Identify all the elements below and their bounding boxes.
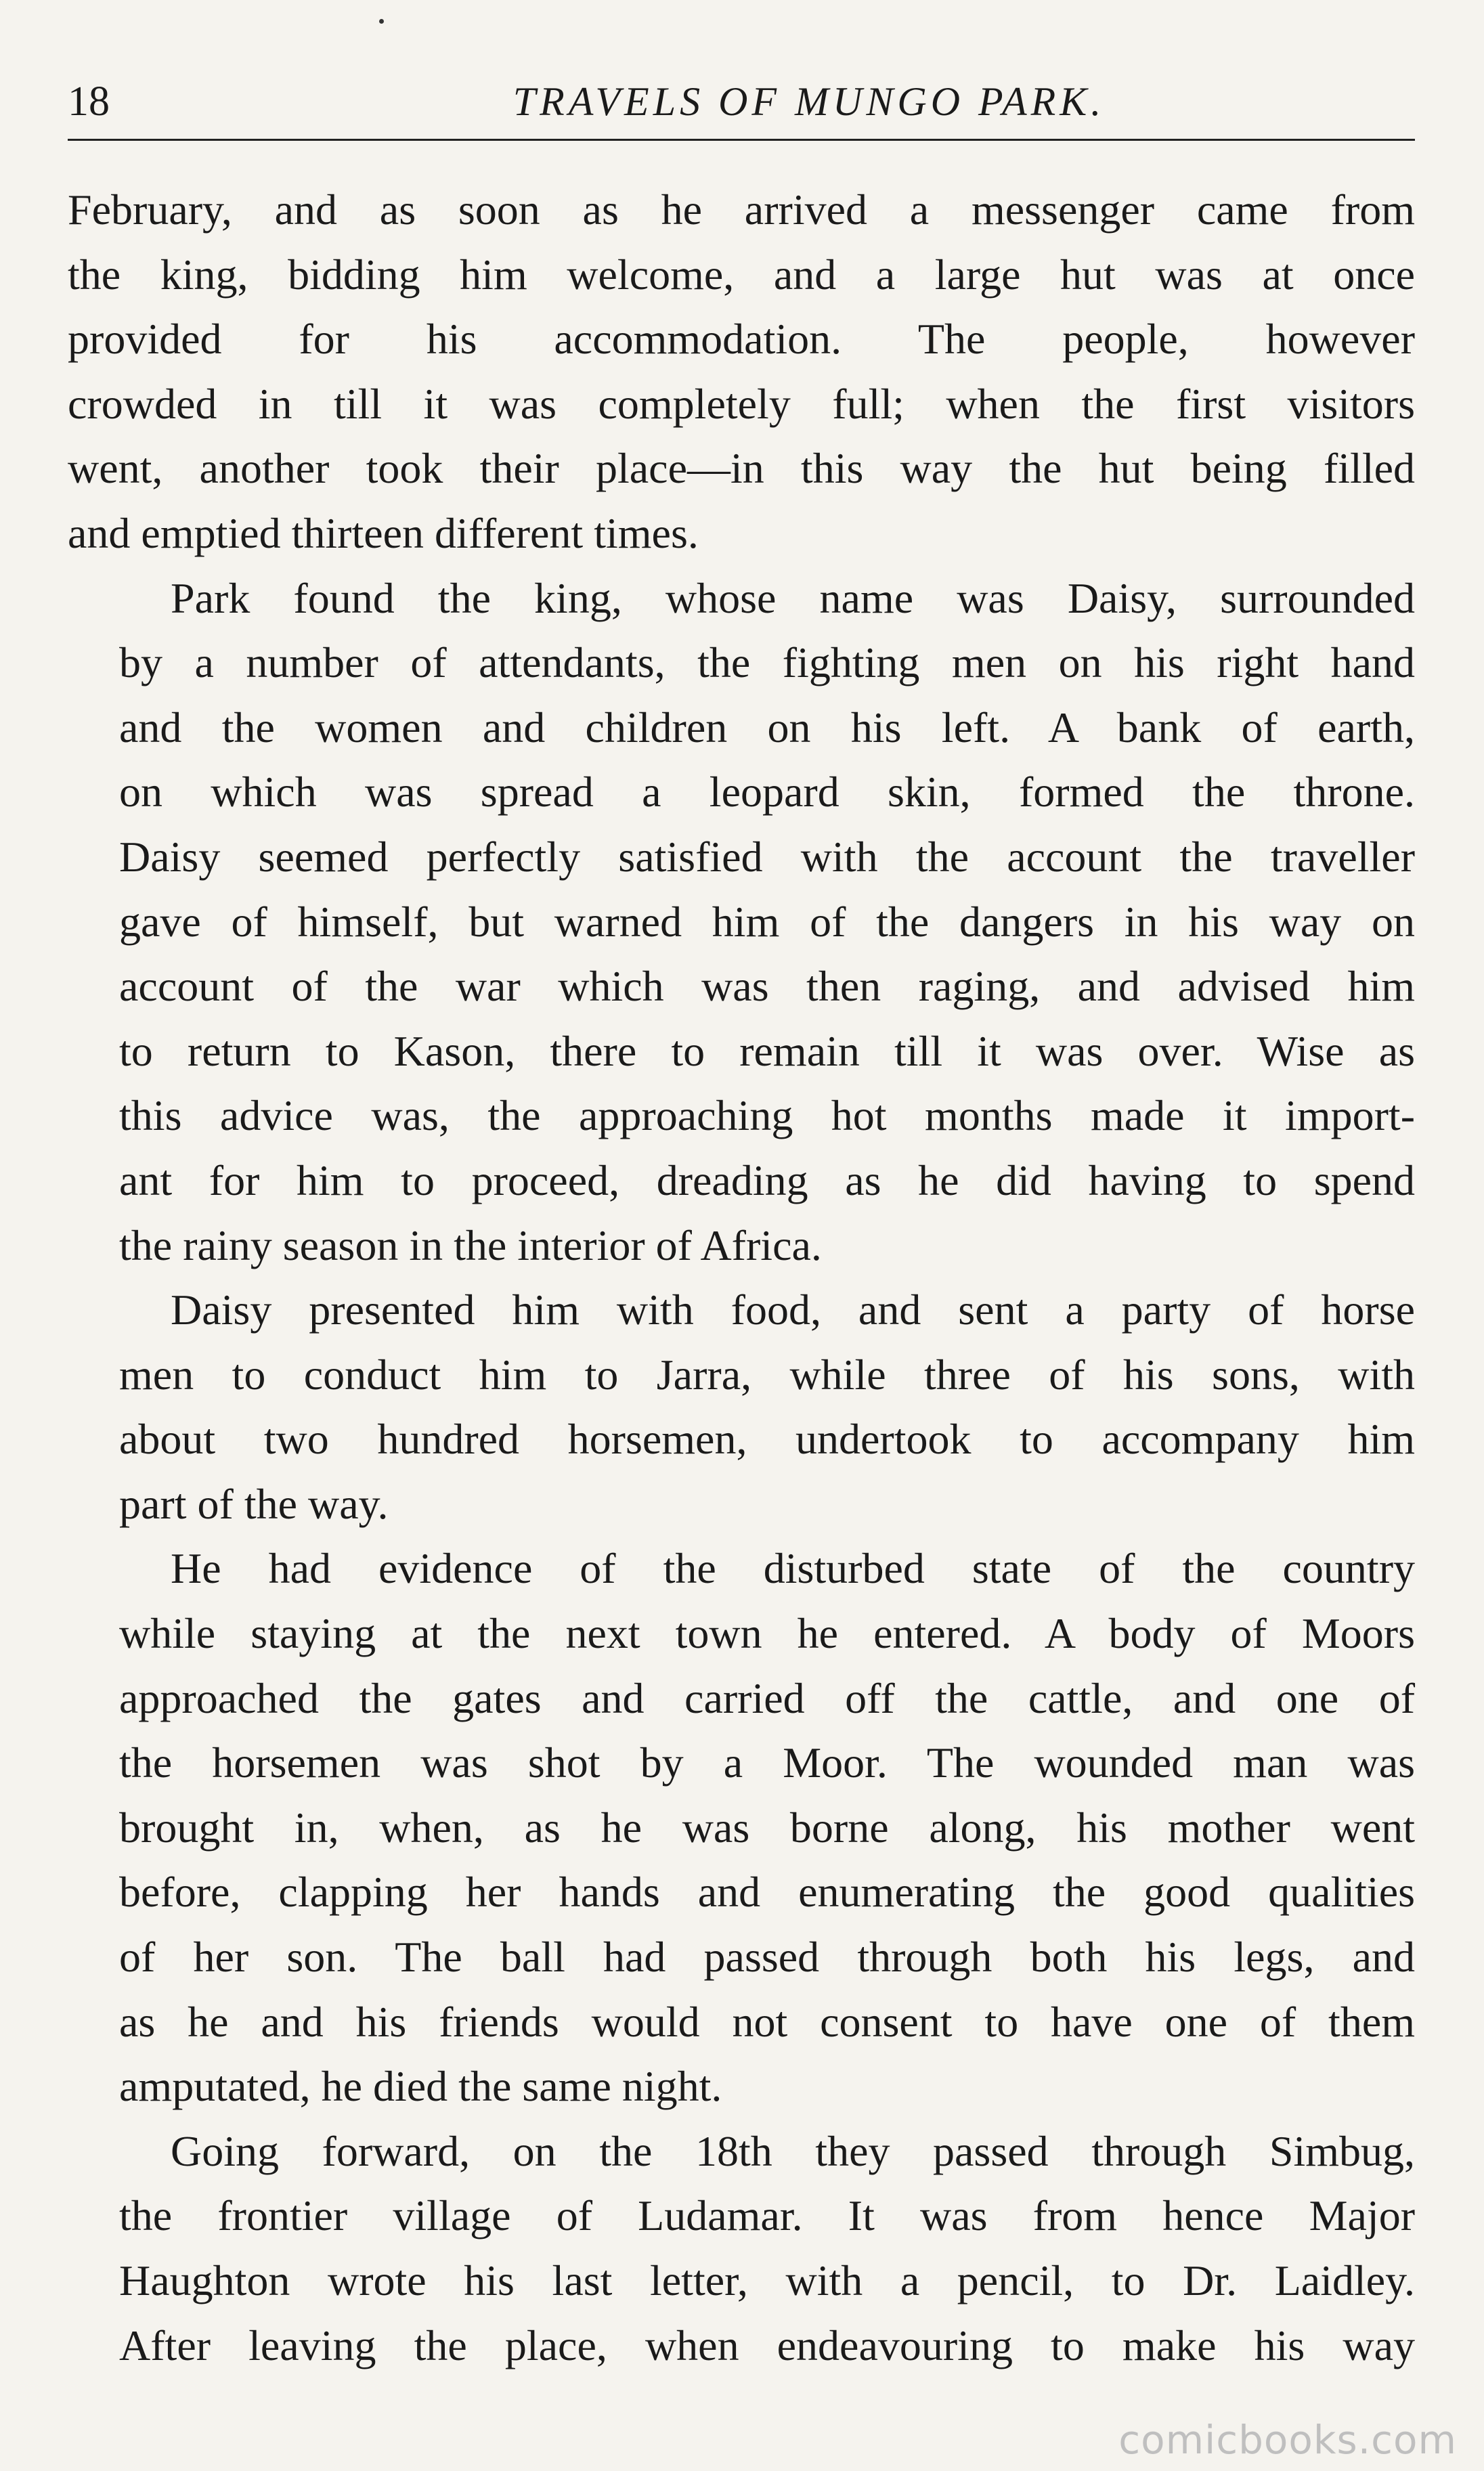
text-line: men to conduct him to Jarra, while three of his sons, with	[119, 1350, 1415, 1399]
text-line: Haughton wrote his last letter, with a pencil, to Dr. Laidley.	[119, 2256, 1415, 2304]
text-line: approached the gates and carried off the cattle, and one of	[119, 1674, 1415, 1722]
text-line: He had evidence of the disturbed state of the country	[171, 1544, 1415, 1593]
text-line: by a number of attendants, the fighting men on his right hand	[119, 638, 1415, 687]
text-line: the king, bidding him welcome, and a large hut was at once	[68, 250, 1415, 299]
text-line: part of the way.	[119, 1479, 389, 1528]
text-line: February, and as soon as he arrived a messenger came from	[68, 185, 1415, 234]
watermark: comicbooks.com	[1118, 2417, 1457, 2463]
paragraph	[68, 1277, 1415, 1536]
text-line: After leaving the place, when endeavouring to make his way	[119, 2321, 1415, 2369]
text-line: on which was spread a leopard skin, formed the throne.	[119, 768, 1415, 816]
paragraph	[68, 177, 1415, 566]
text-line: of her son. The ball had passed through both his legs, and	[119, 1933, 1415, 1982]
text-line: Park found the king, whose name was Daisy, surrounded	[171, 573, 1415, 622]
text-line: this advice was, the approaching hot months made it import-	[119, 1091, 1415, 1140]
text-line: Going forward, on the 18th they passed through Simbug,	[171, 2126, 1415, 2175]
text-line: before, clapping her hands and enumerating the good qualities	[119, 1868, 1415, 1917]
page-number: 18	[68, 79, 110, 125]
header-rule	[68, 139, 1415, 141]
text-line: and emptied thirteen different times.	[68, 508, 699, 557]
text-line: and the women and children on his left. A bank of earth,	[119, 703, 1415, 751]
text-line: brought in, when, as he was borne along, his mother went	[119, 1803, 1415, 1852]
text-line: went, another took their place—in this way the hut being filled	[68, 444, 1415, 493]
text-line: ant for him to proceed, dreading as he did having to spend	[119, 1156, 1415, 1204]
text-line: gave of himself, but warned him of the dangers in his way on	[119, 897, 1415, 946]
text-line: the frontier village of Ludamar. It was from hence Major	[119, 2191, 1415, 2240]
text-line: the rainy season in the interior of Africa.	[119, 1221, 822, 1269]
text-line: to return to Kason, there to remain till it was over. Wise as	[119, 1026, 1415, 1075]
ink-dot	[379, 19, 384, 24]
running-head: TRAVELS OF MUNGO PARK.	[512, 79, 1106, 124]
text-line: Daisy presented him with food, and sent a party of horse	[171, 1286, 1415, 1334]
text-line: amputated, he died the same night.	[119, 2062, 722, 2111]
text-line: as he and his friends would not consent to have one of them	[119, 1997, 1415, 2046]
paragraph	[68, 1536, 1415, 2118]
text-line: Daisy seemed perfectly satisfied with the account the traveller	[119, 832, 1415, 881]
text-line: account of the war which was then raging, and advised him	[119, 962, 1415, 1011]
text-line: provided for his accommodation. The people, however	[68, 315, 1415, 364]
text-line: about two hundred horsemen, undertook to accompany him	[119, 1415, 1415, 1464]
page-header	[68, 74, 1415, 129]
body-text	[68, 177, 1415, 2378]
paragraph	[68, 566, 1415, 1278]
text-line: crowded in till it was completely full; when the first visitors	[68, 379, 1415, 428]
text-line: the horsemen was shot by a Moor. The wounded man was	[119, 1739, 1415, 1787]
text-line: while staying at the next town he entered. A body of Moors	[119, 1609, 1415, 1658]
paragraph	[68, 2119, 1415, 2378]
